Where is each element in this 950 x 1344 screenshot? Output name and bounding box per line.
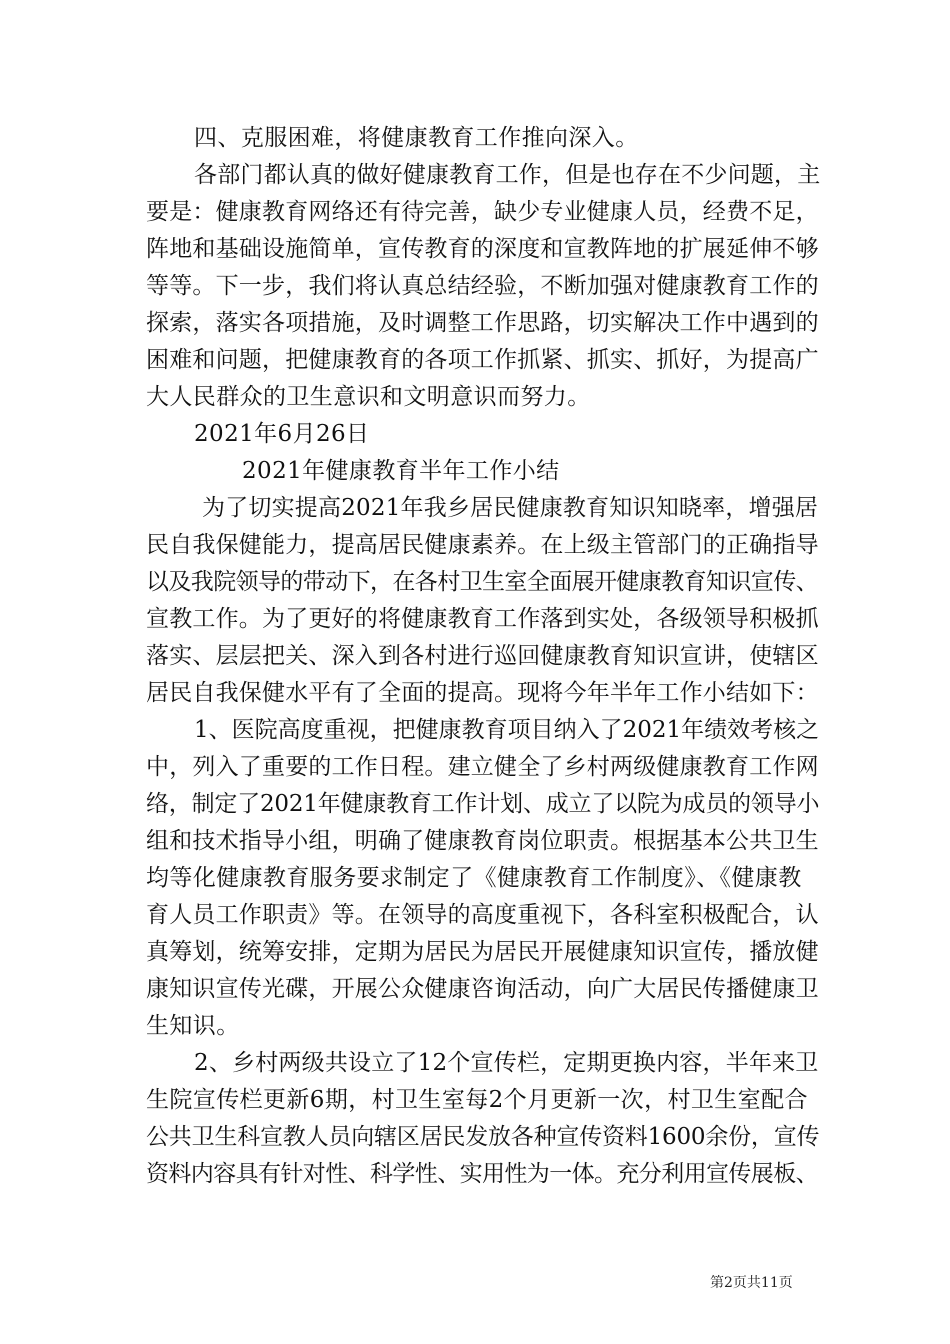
paragraph-line: 探索，落实各项措施，及时调整工作思路，切实解决工作中遇到的: [146, 310, 819, 336]
section-title: 2021年健康教育半年工作小结: [242, 458, 560, 484]
paragraph-line: 公共卫生科宣教人员向辖区居民发放各种宣传资料1600余份，宣传: [146, 1124, 820, 1150]
paragraph-line: 居民自我保健水平有了全面的提高。现将今年半年工作小结如下：: [146, 680, 819, 706]
paragraph-line: 康知识宣传光碟，开展公众健康咨询活动，向广大居民传播健康卫: [146, 976, 819, 1002]
paragraph-line: 2、乡村两级共设立了12个宣传栏，定期更换内容，半年来卫: [194, 1050, 819, 1076]
heading-section-four: 四、克服困难，将健康教育工作推向深入。: [194, 125, 639, 151]
paragraph-line: 真筹划，统筹安排，定期为居民为居民开展健康知识宣传，播放健: [146, 939, 819, 965]
paragraph-line: 等等。下一步，我们将认真总结经验，不断加强对健康教育工作的: [146, 273, 819, 299]
paragraph-line: 育人员工作职责》等。在领导的高度重视下，各科室积极配合，认: [146, 902, 819, 928]
paragraph-line: 资料内容具有针对性、科学性、实用性为一体。充分利用宣传展板、: [146, 1161, 819, 1187]
paragraph-line: 中，列入了重要的工作日程。建立健全了乡村两级健康教育工作网: [146, 754, 819, 780]
paragraph-line: 各部门都认真的做好健康教育工作，但是也存在不少问题，主: [194, 162, 821, 188]
paragraph-line: 以及我院领导的带动下，在各村卫生室全面展开健康教育知识宣传、: [146, 569, 819, 595]
paragraph-line: 组和技术指导小组，明确了健康教育岗位职责。根据基本公共卫生: [146, 828, 819, 854]
paragraph-line: 要是：健康教育网络还有待完善，缺少专业健康人员，经费不足，: [146, 199, 819, 225]
paragraph-line: 1、医院高度重视，把健康教育项目纳入了2021年绩效考核之: [194, 717, 820, 743]
paragraph-line: 困难和问题，把健康教育的各项工作抓紧、抓实、抓好，为提高广: [146, 347, 819, 373]
paragraph-line: 生院宣传栏更新6期，村卫生室每2个月更新一次，村卫生室配合: [146, 1087, 808, 1113]
paragraph-line: 民自我保健能力，提高居民健康素养。在上级主管部门的正确指导: [146, 532, 819, 558]
paragraph-line: 落实、层层把关、深入到各村进行巡回健康教育知识宣讲，使辖区: [146, 643, 819, 669]
paragraph-line: 大人民群众的卫生意识和文明意识而努力。: [146, 384, 591, 410]
paragraph-line: 络，制定了2021年健康教育工作计划、成立了以院为成员的领导小: [146, 791, 820, 817]
paragraph-line: 阵地和基础设施简单，宣传教育的深度和宣教阵地的扩展延伸不够: [146, 236, 819, 262]
page-number-footer: 第2页共11页: [710, 1275, 793, 1291]
paragraph-line: 宣教工作。为了更好的将健康教育工作落到实处，各级领导积极抓: [146, 606, 819, 632]
paragraph-line: 均等化健康教育服务要求制定了《健康教育工作制度》、《健康教: [146, 865, 802, 891]
paragraph-line: 生知识。: [146, 1013, 240, 1039]
date-line: 2021年6月26日: [194, 421, 370, 447]
paragraph-line: 为了切实提高2021年我乡居民健康教育知识知晓率，增强居: [202, 495, 819, 521]
